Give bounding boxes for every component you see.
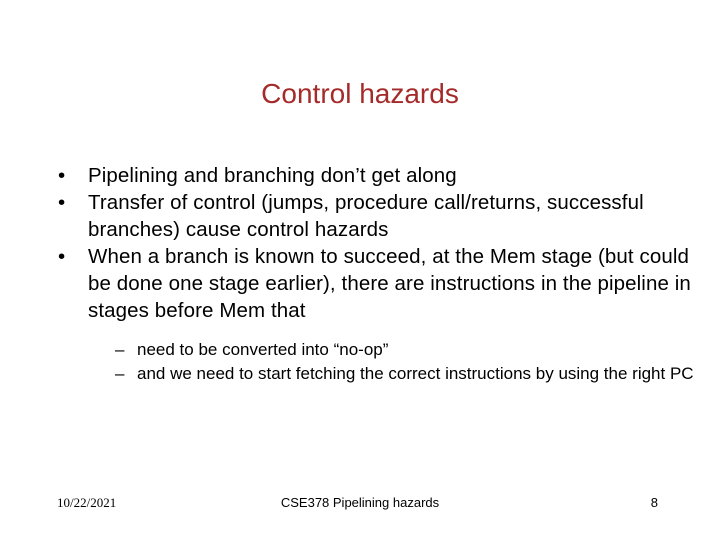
bullet-text: Pipelining and branching don’t get along [88,164,457,187]
footer-date: 10/22/2021 [57,495,117,510]
page-number: 8 [650,495,658,510]
sub-bullet-list [115,338,698,386]
sub-bullet-item [115,338,698,362]
footer-title: CSE378 Pipelining hazards [280,495,440,510]
bullet-item [58,162,698,189]
sub-bullet-text: need to be converted into “no-op” [137,340,389,359]
bullet-text: When a branch is known to succeed, at the Mem stage (but could be done one stage earlier), there are instructions in the pipeline in stages before Mem that [88,245,691,322]
bullet-text: Transfer of control (jumps, procedure call/returns, successful branches) cause control hazards [88,191,644,241]
sub-bullet-marker: – [115,340,125,359]
sub-bullet-item [115,362,698,386]
sub-bullet-text: and we need to start fetching the correct instructions by using the right PC [137,364,694,383]
bullet-marker: • [58,191,66,214]
bullet-item [58,243,698,324]
slide-body [58,162,698,386]
bullet-item [58,189,698,243]
bullet-marker: • [58,164,66,187]
slide-title: Control hazards [261,78,459,109]
sub-bullet-marker: – [115,364,125,383]
bullet-marker: • [58,245,66,268]
